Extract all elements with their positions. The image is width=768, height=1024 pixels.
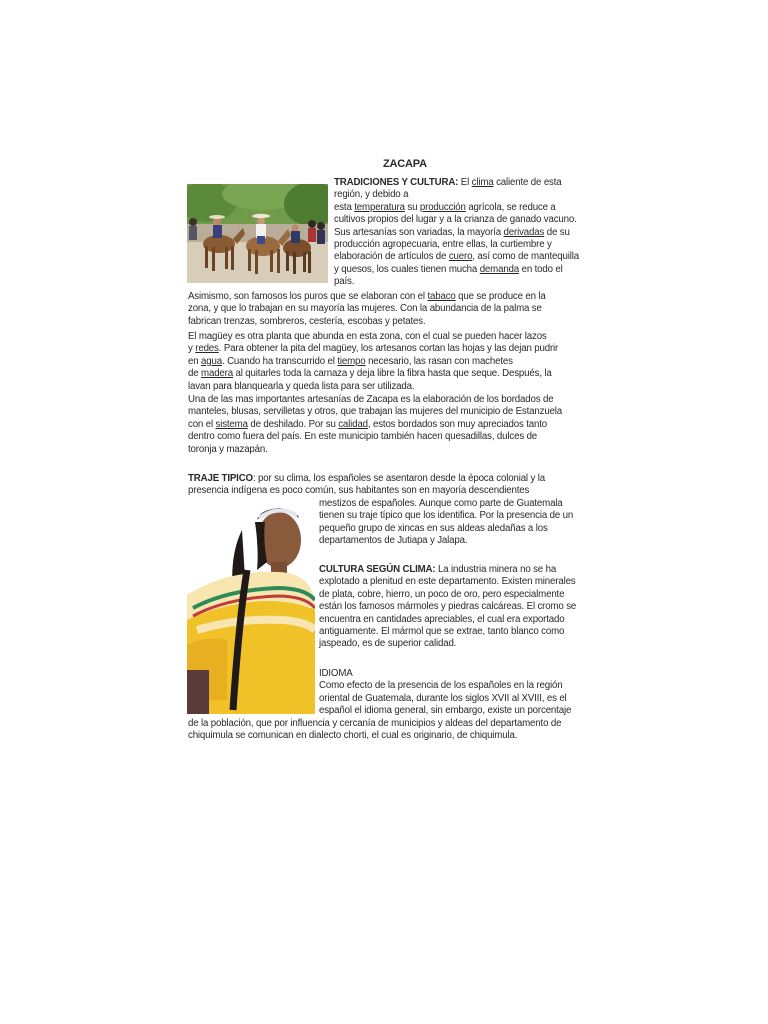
link-cuero[interactable]: cuero <box>448 251 473 263</box>
section-heading-cultura-clima: CULTURA SEGÚN CLIMA: <box>319 564 436 575</box>
link-tiempo[interactable]: tiempo <box>337 355 366 367</box>
link-sistema[interactable]: sistema <box>215 418 248 430</box>
riders-photo <box>187 184 328 283</box>
link-tabaco[interactable]: tabaco <box>427 291 456 302</box>
link-agua[interactable]: agua <box>201 355 222 367</box>
puros-paragraph: Asimismo, son famosos los puros que se elaboran con el tabaco que se produce en la zona, y que lo trabajan en su mayoría las mujeres. Con la abundancia de la palma se fabrican trenzas, sombreros, cestería, escobas y petates. <box>188 291 546 327</box>
woman-photo <box>187 500 315 714</box>
riders-photo-image <box>187 184 328 283</box>
link-madera[interactable]: madera <box>201 368 233 380</box>
section-heading-tradiciones: TRADICIONES Y CULTURA: <box>334 177 459 188</box>
tradiciones-cultura-section: TRADICIONES Y CULTURA: El clima caliente de esta región, y debido a esta temperatura su producción agrícola, se reduce a cultivos propios del lugar y a la crianza de ganado vacuno. Sus artesanías son variadas, la mayoría derivadas de su producción agropecuaria, entre ellas, la curtiembre y elaboración de artículos de cuero, así como de mantequilla y quesos, los cuales tienen mucha demanda en todo el país. <box>334 177 579 288</box>
maguey-paragraph: El magüey es otra planta que abunda en esta zona, con el cual se pueden hacer lazos y redes. Para obtener la pita del magüey, los artesanos cortan las hojas y las dejan pudrir en agua. Cuando ha transcurrido el tiempo necesario, las rasan con machetes de madera al quitarles toda la carnaza y deja libre la fibra hasta que seque. Después, la lavan para blanquearla y queda lista para ser utilizada. <box>188 331 559 392</box>
link-clima[interactable]: clima <box>471 177 494 188</box>
idioma-continued: de la población, que por influencia y cercanía de municipios y aldeas del departamento de chiquimula se comunican en dialecto chorti, el cual es originario, de chiquimula. <box>188 718 562 742</box>
link-demanda[interactable]: demanda <box>479 263 520 275</box>
link-calidad[interactable]: calidad <box>338 418 368 430</box>
document-title: ZACAPA <box>383 158 427 170</box>
traje-tipico-intro: TRAJE TIPICO: por su clima, los españoles se asentaron desde la época colonial y la presencia indígena es poco común, sus habitantes son en mayoría descendientes <box>188 473 545 497</box>
link-temperatura[interactable]: temperatura <box>354 201 405 213</box>
traje-tipico-continued: mestizos de españoles. Aunque como parte de Guatemala tienen su traje típico que los identifica. Por la presencia de un pequeño grupo de xincas en sus aldeas aledañas a los departamentos de Jutiapa y Jalapa. <box>319 498 574 547</box>
bordados-paragraph: Una de las mas importantes artesanías de Zacapa es la elaboración de los bordados de manteles, blusas, servilletas y otros, que trabajan las mujeres del municipio de Estanzuela con el sistema de deshilado. Por su calidad, estos bordados son muy apreciados tanto dentro como fuera del país. En este municipio también hacen quesadillas, dulces de toronja y mazapán. <box>188 394 563 455</box>
cultura-segun-clima-section: CULTURA SEGÚN CLIMA: La industria minera no se ha explotado a plenitud en este departamento. Existen minerales de plata, cobre, hierro, un poco de oro, pero especialmente están los famosos mármoles y piedras calcáreas. El cromo se encuentra en cantidades apreciables, el cual era exportado antiguamente. El mármol que se extrae, tanto blanco como jaspeado, es de superior calidad. <box>319 564 577 650</box>
section-heading-idioma: IDIOMA <box>319 668 353 679</box>
link-redes[interactable]: redes <box>195 343 219 355</box>
section-heading-traje: TRAJE TIPICO <box>188 473 253 484</box>
idioma-section: IDIOMA Como efecto de la presencia de los españoles en la región oriental de Guatemala, durante los siglos XVII al XVIII, es el español el idioma general, sin embargo, existe un porcentaje <box>319 668 572 717</box>
link-derivadas[interactable]: derivadas <box>503 226 545 238</box>
woman-photo-image <box>187 500 315 714</box>
link-produccion[interactable]: producción <box>419 201 466 213</box>
